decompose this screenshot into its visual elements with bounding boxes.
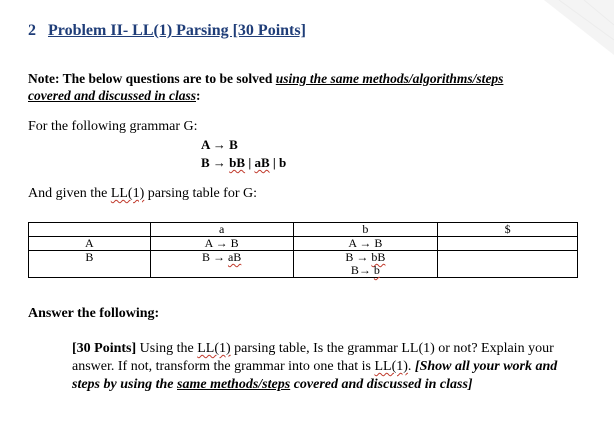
table-intro-before: And given the xyxy=(28,186,111,201)
note-emphasis-2: covered and discussed in class xyxy=(28,88,196,103)
question-instr-1: [Show all your work and steps by using the xyxy=(72,359,558,392)
header-cell-b: b xyxy=(293,223,438,237)
header-cell-end: $ xyxy=(438,223,578,237)
grammar-sep-2: | xyxy=(269,155,279,170)
table-row-a xyxy=(29,237,578,251)
grammar-alt-3: b xyxy=(279,155,287,170)
note-prefix: Note: The below questions are to be solved xyxy=(28,71,276,86)
grammar-alt-1: bB xyxy=(229,155,246,170)
question-ll1-b: LL(1) xyxy=(374,359,408,374)
row-b-col-b-l1-prefix: B → xyxy=(345,250,372,264)
row-a-col-end xyxy=(438,237,578,251)
row-b-col-a xyxy=(150,251,293,278)
header-cell-a: a xyxy=(150,223,293,237)
row-b-label: B xyxy=(29,251,151,278)
question-text-2: parsing table, Is the grammar LL(1) or not? Explain your answer. If not, transform the grammar into one that is xyxy=(72,341,554,374)
table-intro-ll1: LL(1) xyxy=(110,186,145,201)
parsing-table xyxy=(28,222,578,278)
question-paragraph xyxy=(72,340,580,394)
question-instr-3: covered and discussed in class] xyxy=(290,377,473,392)
table-header-row xyxy=(29,223,578,237)
row-b-col-b-l2-body: b xyxy=(373,263,380,277)
question-instr-2: same methods/steps xyxy=(177,377,291,392)
grammar-alt-2: aB xyxy=(254,155,270,170)
row-b-col-end xyxy=(438,251,578,278)
table-row-b xyxy=(29,251,578,278)
table-intro-after: parsing table for G: xyxy=(144,186,258,201)
section-heading xyxy=(28,22,306,40)
row-b-col-b-l1-body: bB xyxy=(371,250,386,264)
row-a-col-b: A → B xyxy=(293,237,438,251)
grammar-rule-b-lhs: B → xyxy=(201,155,230,170)
question-ll1-a: LL(1) xyxy=(197,341,231,356)
row-b-col-a-body: aB xyxy=(227,250,242,264)
answer-heading: Answer the following: xyxy=(28,306,160,321)
row-a-label: A xyxy=(29,237,151,251)
grammar-sep-1: | xyxy=(245,155,255,170)
grammar-rule-a: A → B xyxy=(201,137,238,152)
note-suffix: : xyxy=(196,88,201,103)
section-title: Problem II- LL(1) Parsing [30 Points] xyxy=(48,22,306,39)
row-a-col-a: A → B xyxy=(150,237,293,251)
header-cell-blank xyxy=(29,223,151,237)
note-paragraph xyxy=(28,70,588,104)
question-text-3: . xyxy=(407,359,415,374)
row-b-col-a-prefix: B → xyxy=(201,250,228,264)
corner-decoration xyxy=(524,0,614,70)
table-intro xyxy=(28,186,257,202)
section-number: 2 xyxy=(28,22,36,39)
question-text-1: Using the xyxy=(136,341,198,356)
note-emphasis-1: using the same methods/algorithms/steps xyxy=(275,71,504,86)
grammar-rule-b xyxy=(201,155,286,171)
intro-text: For the following grammar G: xyxy=(28,119,198,134)
question-points: [30 Points] xyxy=(72,341,137,356)
row-b-col-b xyxy=(293,251,438,278)
row-b-col-b-l2-prefix: B→ xyxy=(350,263,374,277)
